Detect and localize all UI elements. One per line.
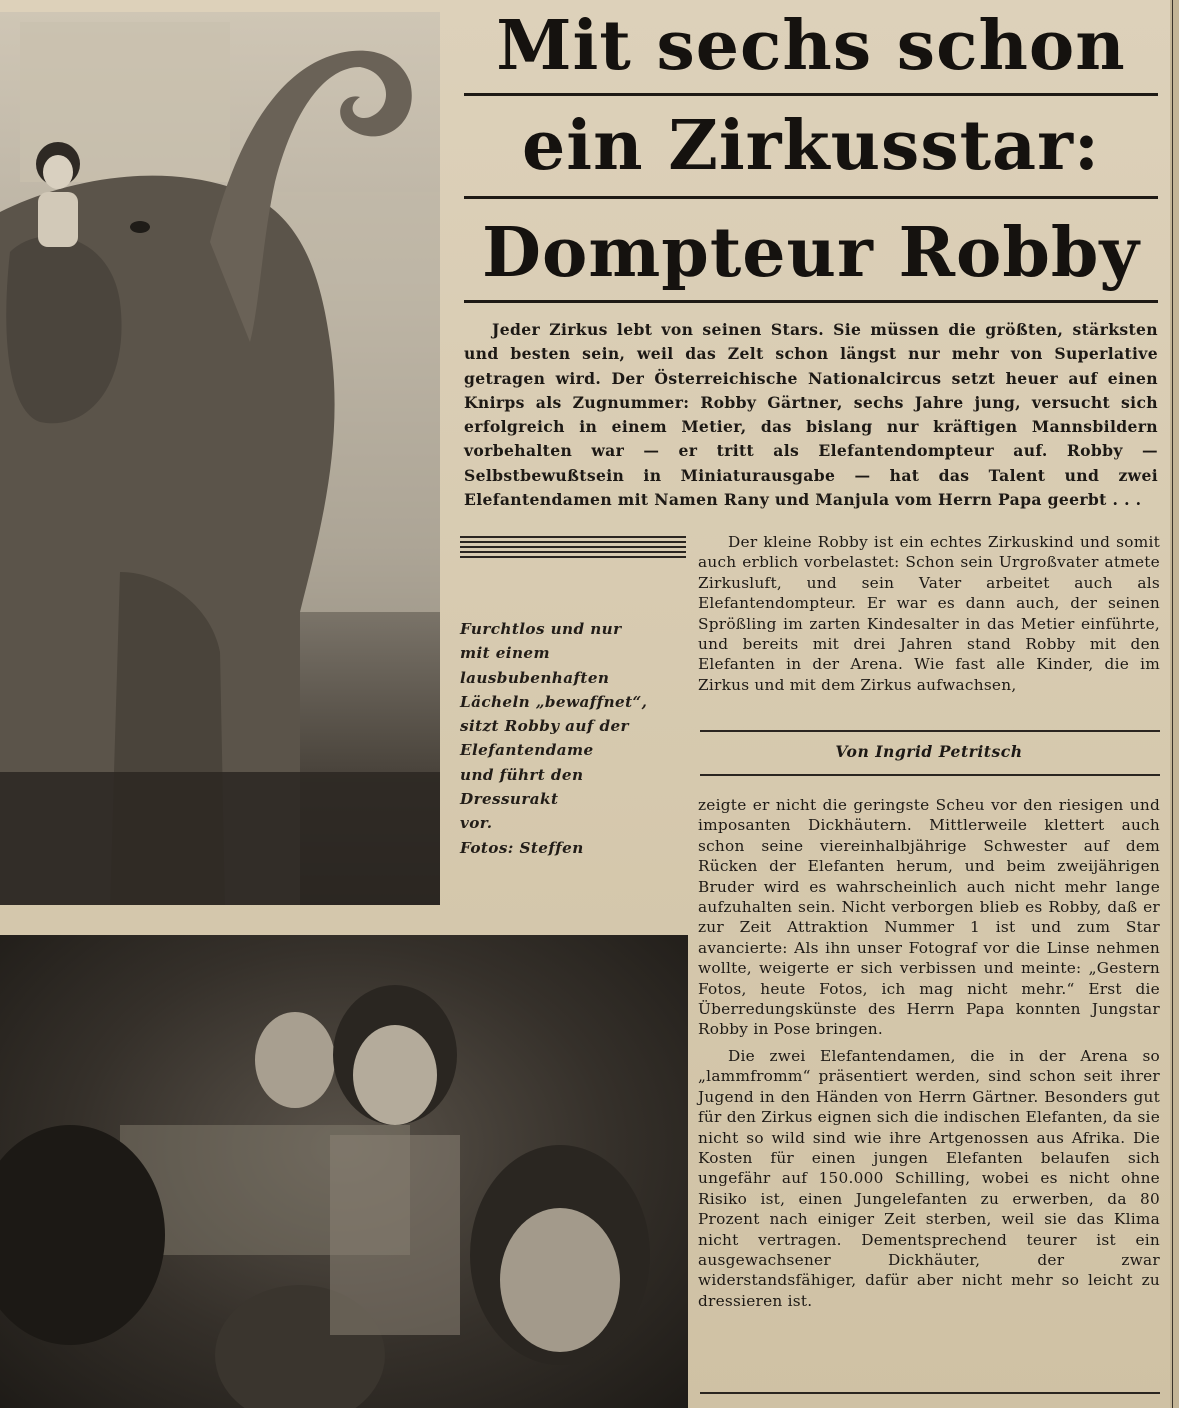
caption-line: Furchtlos und nur — [460, 620, 622, 638]
headline-line-1: Mit sechs schon — [496, 6, 1126, 86]
bottom-rule — [700, 1392, 1160, 1394]
lead-text: Jeder Zirkus lebt von seinen Stars. Sie müssen die größten, stärksten und besten sein, weil das Zelt schon längst nur mehr von Superlative getragen wird. Der Österreichische Nationalcircus setzt heuer auf einen Knirps als Zugnummer: Robby Gärtner, sechs Jahre jung, versucht sich erfolgreich in einem Metier, das bislang nur kräftigen Mannsbildern vorbehalten war — er tritt als Elefantendompteur auf. Robby — Selbstbewußtsein in Miniaturausgabe — hat das Talent und zwei Elefantendamen mit Namen Rany und Manjula vom Herrn Papa geerbt . . . — [464, 320, 1158, 510]
caption-line: und führt den — [460, 765, 584, 784]
headline-rule — [464, 300, 1158, 303]
byline-rule-top — [700, 730, 1160, 732]
headline-rule — [464, 93, 1158, 96]
caption-line: sitzt Robby auf der — [460, 717, 629, 736]
photo-caption — [460, 617, 690, 860]
body-paragraph: Der kleine Robby ist ein echtes Zirkuskind und somit auch erblich vorbelastet: Schon sein Urgroßvater atmete Zirkusluft, und sein Vater arbeitet auch als Elefantendompteur. Er war es dann auch, der seinen Sprößling im zarten Kindesalter in das Metier einführte, und bereits mit drei Jahren stand Robby mit den Elefanten in der Arena. Wie fast alle Kinder, die im Zirkus und mit dem Zirkus aufwachsen, — [698, 533, 1160, 694]
article-column-part-2 — [698, 795, 1160, 1317]
byline: Von Ingrid Petritsch — [835, 742, 1023, 761]
body-paragraph: zeigte er nicht die geringste Scheu vor den riesigen und imposanten Dickhäutern. Mittlerweile klettert auch schon seine viereinhalbjährige Schwester auf dem Rücken der Elefanten herum, und beim zweijährigen Bruder wird es wahrscheinlich auch nicht mehr lange aufzuhalten sein. Nicht verborgen blieb es Robby, daß er zur Zeit Attraktion Nummer 1 ist und zum Star avancierte: Als ihn unser Fotograf vor die Linse nehmen wollte, weigerte er sich verbissen und meinte: „Gestern Fotos, heute Fotos, ich mag nicht mehr.“ Erst die Überredungskünste des Herrn Papa konnten Jungstar Robby in Pose bringen. — [698, 796, 1160, 1039]
column-rule — [1172, 0, 1173, 1408]
headline-line-3: Dompteur Robby — [482, 213, 1140, 293]
children-photo — [0, 935, 688, 1408]
elephant-with-boy-image — [0, 12, 440, 905]
caption-line: mit einem — [460, 644, 550, 663]
photo-credit: Fotos: Steffen — [460, 838, 584, 857]
caption-line: Dressurakt — [460, 790, 559, 809]
article-column-part-1 — [698, 532, 1160, 701]
caption-line: vor. — [460, 814, 493, 833]
headline-rule — [464, 196, 1158, 199]
decorative-stripes — [460, 536, 686, 566]
lead-paragraph — [464, 318, 1158, 512]
caption-line: Elefantendame — [460, 741, 594, 760]
elephant-photo — [0, 12, 440, 905]
caption-line: Lächeln „bewaffnet“, — [460, 692, 648, 711]
headline-line-2: ein Zirkusstar: — [521, 106, 1101, 186]
caption-line: lausbubenhaften — [460, 668, 610, 687]
children-group-image — [0, 935, 688, 1408]
byline-rule-bottom — [700, 774, 1160, 776]
body-paragraph: Die zwei Elefantendamen, die in der Arena so „lammfromm“ präsentiert werden, sind schon seit ihrer Jugend in den Händen von Herrn Gärtner. Besonders gut für den Zirkus eignen sich die indischen Elefanten, da sie nicht so wild sind wie ihre Artgenossen aus Afrika. Die Kosten für einen jungen Elefanten belaufen sich ungefähr auf 150.000 Schilling, wobei es nicht ohne Risiko ist, einen Jungelefanten zu erwerben, da 80 Prozent nach einiger Zeit sterben, weil sie das Klima nicht vertragen. Dementsprechend teurer ist ein ausgewachsener Dickhäuter, der zwar widerstandsfähiger, dafür aber nicht mehr so leicht zu dressieren ist. — [698, 1046, 1160, 1310]
